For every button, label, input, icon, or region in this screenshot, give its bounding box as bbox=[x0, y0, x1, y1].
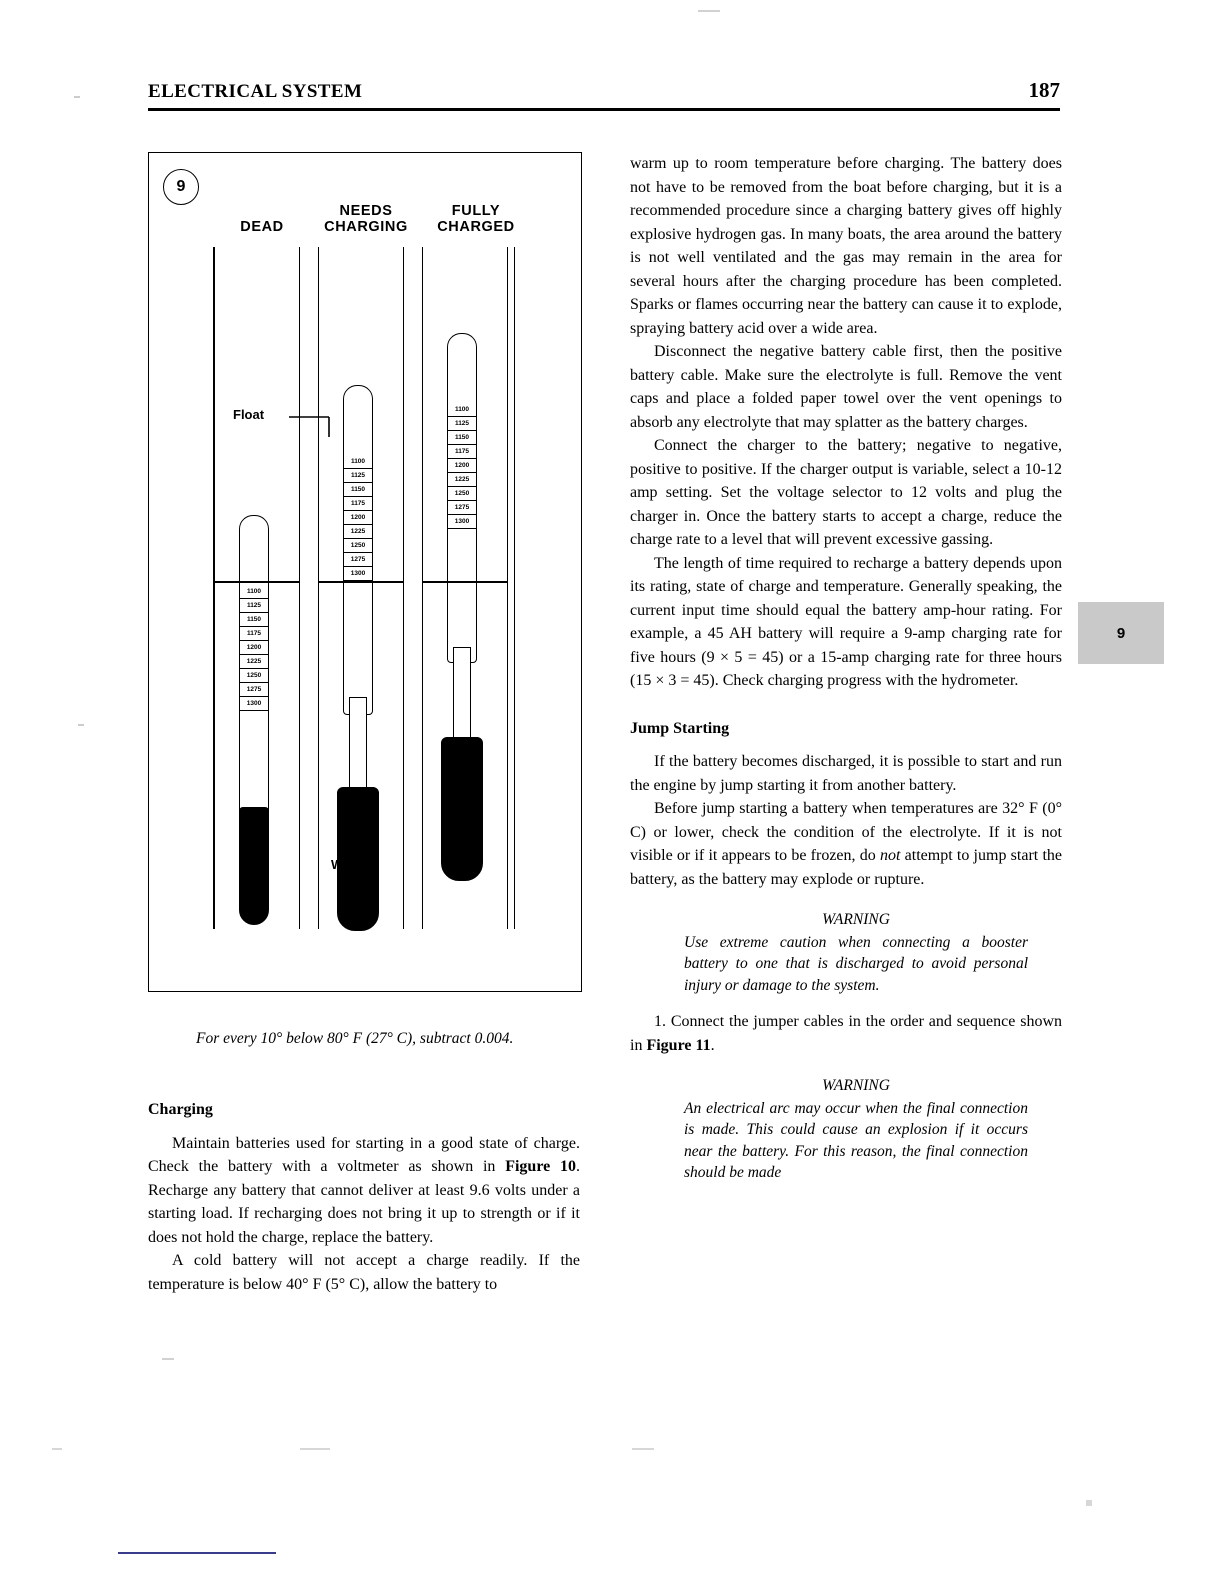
hydrometer-tube-dead bbox=[214, 247, 300, 929]
paragraph bbox=[148, 1132, 580, 1250]
label-fully-charged-line2: CHARGED bbox=[437, 219, 515, 235]
scale-tick: 1125 bbox=[447, 417, 477, 431]
scan-artifact bbox=[632, 1448, 654, 1450]
chapter-tab-marker: 9 bbox=[1078, 602, 1164, 664]
scale-full bbox=[447, 403, 477, 529]
figure-9 bbox=[148, 152, 582, 992]
page-header bbox=[148, 78, 1060, 103]
warning-title: WARNING bbox=[822, 1077, 890, 1094]
step-text: . bbox=[710, 1036, 715, 1054]
figure-column-labels bbox=[149, 201, 581, 245]
electrolyte-level-dead bbox=[215, 581, 299, 583]
left-column bbox=[148, 1098, 580, 1296]
scan-artifact bbox=[74, 96, 80, 98]
callout-weight-label: Weight bbox=[331, 857, 375, 872]
emphasis-text: not bbox=[879, 847, 901, 864]
scale-tick: 1175 bbox=[239, 627, 269, 641]
section-heading-charging: Charging bbox=[148, 1101, 213, 1118]
scale-tick: 1200 bbox=[239, 641, 269, 655]
weight-arrow-icon bbox=[349, 825, 371, 859]
paragraph-text: Maintain batteries used for starting in a good state of charge. Check the battery with a voltmeter as shown in bbox=[148, 1134, 580, 1175]
paragraph: Connect the charger to the battery; negative to negative, positive to positive. If the charger output is variable, select a 10-12 amp setting. Set the voltage selector to 12 volts and plug the charger in. Once the battery starts to accept a charge, reduce the charge rate to a level that will prevent excessive gassing. bbox=[630, 437, 1062, 548]
float-bulb-dead bbox=[239, 807, 269, 925]
header-divider bbox=[148, 108, 1060, 111]
section-heading-jump-starting: Jump Starting bbox=[630, 719, 730, 737]
figure-caption: For every 10° below 80° F (27° C), subtract 0.004. bbox=[196, 1030, 514, 1047]
label-fully-charged-line1: FULLY bbox=[451, 203, 501, 219]
paragraph: The length of time required to recharge a battery depends upon its rating, state of charge and temperature. Generally speaking, the current input time should equal the battery amp-hour rating. For example, a 45 AH battery will require a 9-amp charging rate for five hours (9 × 5 = 45) or a 15-amp charging rate for three hours (15 × 3 = 45). Check charging progress with the hydrometer. bbox=[630, 554, 1062, 689]
scale-tick: 1200 bbox=[447, 459, 477, 473]
scale-tick: 1125 bbox=[343, 469, 373, 483]
label-dead: DEAD bbox=[240, 219, 284, 235]
scale-tick: 1100 bbox=[343, 455, 373, 469]
scale-tick: 1225 bbox=[239, 655, 269, 669]
figure-number-badge: 9 bbox=[163, 169, 199, 205]
paragraph bbox=[630, 797, 1062, 891]
scale-tick: 1275 bbox=[447, 501, 477, 515]
float-leader-line bbox=[289, 411, 337, 441]
scale-tick: 1150 bbox=[343, 483, 373, 497]
scale-tick: 1150 bbox=[447, 431, 477, 445]
scan-artifact bbox=[52, 1448, 62, 1450]
figure-reference: Figure 10 bbox=[505, 1158, 577, 1175]
paragraph: warm up to room temperature before charging. The battery does not have to be removed from the boat before charging, but it is a recommended procedure since a charging battery gives off highly explosive hydrogen gas. In many boats, the area around the battery is not well ventilated and the gas may remain in the area for several hours after the charging procedure has been completed. Sparks or flames occurring near the battery can cause it to explode, spraying battery acid over a wide area. bbox=[630, 155, 1062, 337]
step-text: 1. Connect the jumper cables in the order and sequence shown in bbox=[630, 1013, 1062, 1054]
scale-tick: 1225 bbox=[343, 525, 373, 539]
paragraph-text: attempt to jump start the battery, as the battery may explode or rupture. bbox=[630, 847, 1062, 888]
hydrometer-tube-fully-charged bbox=[422, 247, 508, 929]
scale-tick: 1125 bbox=[239, 599, 269, 613]
label-needs-charging-line1: NEEDS bbox=[339, 203, 393, 219]
scale-tick: 1225 bbox=[447, 473, 477, 487]
right-column bbox=[630, 152, 1062, 1198]
paragraph: Disconnect the negative battery cable first, then the positive battery cable. Make sure the electrolyte is full. Remove the vent caps and place a folded paper towel over the vent openings to absorb any electrolyte that may splatter as the battery charges. bbox=[630, 343, 1062, 431]
scale-tick: 1300 bbox=[239, 697, 269, 711]
scale-tick: 1275 bbox=[239, 683, 269, 697]
label-fully-charged bbox=[411, 203, 541, 235]
warning-block-2 bbox=[630, 1075, 1062, 1184]
figure-reference: Figure 11 bbox=[646, 1036, 711, 1054]
electrolyte-level-needs bbox=[319, 581, 403, 583]
scale-tick: 1250 bbox=[239, 669, 269, 683]
page-title: ELECTRICAL SYSTEM bbox=[148, 81, 363, 102]
scale-tick: 1250 bbox=[343, 539, 373, 553]
weight-bulb-full bbox=[441, 737, 483, 881]
warning-title: WARNING bbox=[822, 911, 890, 928]
warning-text: Use extreme caution when connecting a booster battery to one that is discharged to avoid personal injury or damage to the system. bbox=[684, 933, 1028, 994]
paragraph: If the battery becomes discharged, it is possible to start and run the engine by jump starting it from another battery. bbox=[630, 753, 1062, 794]
scale-tick: 1150 bbox=[239, 613, 269, 627]
paragraph-text: Before jump starting a battery when temperatures are 32° F (0° C) or lower, check the condition of the electrolyte. If it is not visible or if it appears to be frozen, do bbox=[630, 800, 1062, 864]
warning-block-1 bbox=[630, 909, 1062, 996]
scan-artifact bbox=[78, 724, 84, 726]
label-needs-charging-line2: CHARGING bbox=[324, 219, 408, 235]
callout-float-label: Float bbox=[233, 407, 265, 422]
scan-artifact bbox=[698, 10, 720, 12]
scan-artifact bbox=[1086, 1500, 1092, 1506]
paragraph: A cold battery will not accept a charge readily. If the temperature is below 40° F (5° C), allow the battery to bbox=[148, 1252, 580, 1293]
scale-tick: 1175 bbox=[447, 445, 477, 459]
scale-dead bbox=[239, 585, 269, 711]
scale-tick: 1175 bbox=[343, 497, 373, 511]
warning-text: An electrical arc may occur when the final connection is made. This could cause an explosion if it occurs near the battery. For this reason, the final connection should be made bbox=[684, 1099, 1028, 1181]
scale-tick: 1300 bbox=[343, 567, 373, 581]
scale-needs bbox=[343, 455, 373, 581]
scan-artifact bbox=[300, 1448, 330, 1450]
bottom-edge-mark bbox=[118, 1552, 276, 1554]
page-number: 187 bbox=[1028, 78, 1060, 102]
numbered-step bbox=[630, 1010, 1062, 1057]
paragraph-text: . Recharge any battery that cannot deliver at least 9.6 volts under a starting load. If recharging does not bring it up to strength or if it does not hold the charge, replace the battery. bbox=[148, 1158, 581, 1246]
scale-tick: 1275 bbox=[343, 553, 373, 567]
scale-tick: 1300 bbox=[447, 515, 477, 529]
electrolyte-level-full bbox=[423, 581, 507, 583]
scale-tick: 1100 bbox=[239, 585, 269, 599]
scale-tick: 1100 bbox=[447, 403, 477, 417]
scale-tick: 1200 bbox=[343, 511, 373, 525]
scale-tick: 1250 bbox=[447, 487, 477, 501]
scan-artifact bbox=[162, 1358, 174, 1360]
